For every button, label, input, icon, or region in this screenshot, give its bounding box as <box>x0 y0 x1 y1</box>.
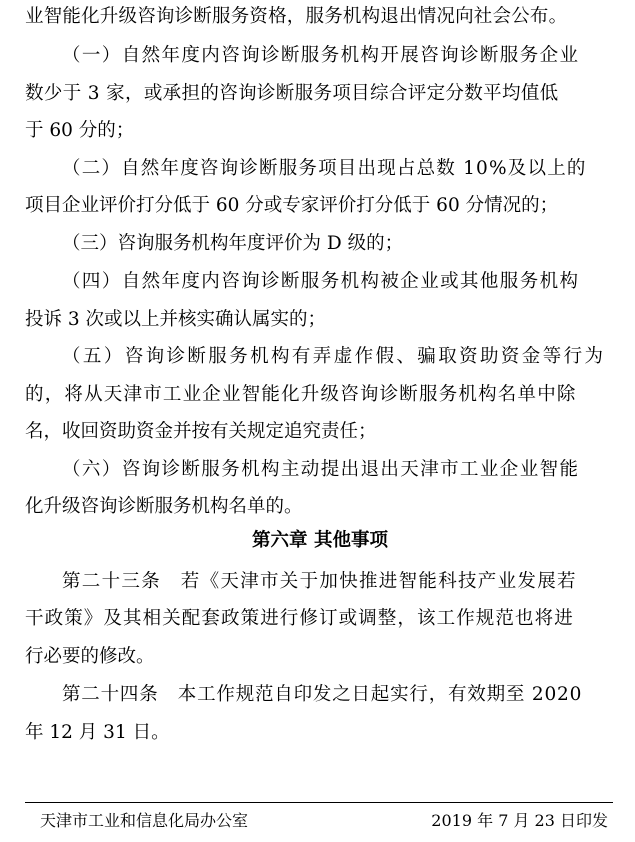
body-line: （六）咨询诊断服务机构主动提出退出天津市工业企业智能 <box>62 459 580 480</box>
body-line: 投诉 3 次或以上并核实确认属实的； <box>25 309 327 330</box>
article-23-line: 干政策》及其相关配套政策进行修订或调整，该工作规范也将进 <box>25 608 574 629</box>
footer-issuer: 天津市工业和信息化局办公室 <box>40 811 249 830</box>
chapter-heading: 第六章 其他事项 <box>252 530 388 551</box>
article-24-line: 第二十四条 本工作规范自印发之日起实行，有效期至 2020 <box>62 684 583 705</box>
article-24-line: 年 12 月 31 日。 <box>25 722 170 743</box>
body-line: （一）自然年度内咨询诊断服务机构开展咨询诊断服务企业 <box>62 45 580 66</box>
body-line: 于 60 分的； <box>25 120 135 141</box>
body-line: 项目企业评价打分低于 60 分或专家评价打分低于 60 分情况的； <box>25 195 559 216</box>
body-line: （四）自然年度内咨询诊断服务机构被企业或其他服务机构 <box>62 271 580 292</box>
article-23-line: 第二十三条 若《天津市关于加快推进智能科技产业发展若 <box>62 571 577 592</box>
body-line: 名，收回资助资金并按有关规定追究责任； <box>25 421 377 442</box>
body-line: （三）咨询服务机构年度评价为 D 级的； <box>62 233 404 254</box>
body-line: （二）自然年度咨询诊断服务项目出现占总数 10%及以上的 <box>62 158 587 179</box>
body-line: 化升级咨询诊断服务机构名单的。 <box>25 496 303 517</box>
body-line: （五）咨询诊断服务机构有弄虚作假、骗取资助资金等行为 <box>62 346 606 367</box>
body-line: 业智能化升级咨询诊断服务资格，服务机构退出情况向社会公布。 <box>25 6 568 27</box>
body-line: 的，将从天津市工业企业智能化升级咨询诊断服务机构名单中除 <box>25 384 577 405</box>
article-23-line: 行必要的修改。 <box>25 646 155 667</box>
footer-date: 2019 年 7 月 23 日印发 <box>431 811 608 830</box>
body-line: 数少于 3 家，或承担的咨询诊断服务项目综合评定分数平均值低 <box>25 83 559 104</box>
footer-divider <box>25 802 613 803</box>
